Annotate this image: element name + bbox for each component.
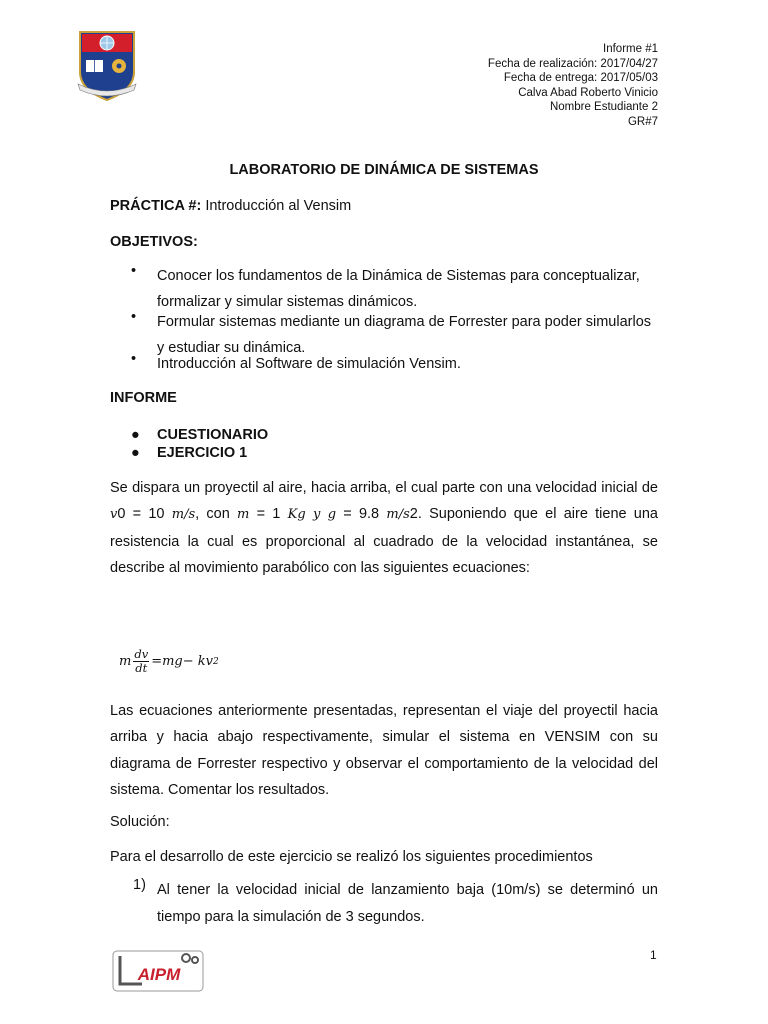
bullet-icon: ● [131, 427, 140, 443]
report-item-text: EJERCICIO 1 [157, 445, 248, 461]
formula-exponent: 2 [212, 656, 219, 667]
formula-rhs: =mg− kv [151, 654, 213, 669]
statement-text: Se dispara un proyectil al aire, hacia arriba, el cual parte con una velocidad inicial de [110, 480, 658, 496]
report-header-info [488, 42, 658, 129]
objective-text: Formular sistemas mediante un diagrama de Forrester para poder simularlos y estudiar su dinámica. [157, 314, 652, 356]
university-crest-logo [74, 28, 140, 104]
aipm-logo [112, 950, 204, 992]
practice-label: PRÁCTICA #: [110, 198, 202, 214]
objective-text: Introducción al Software de simulación Vensim. [157, 356, 461, 372]
formula-numerator: dv [134, 647, 149, 661]
report-number: Informe #1 [603, 43, 658, 55]
practice-value: Introducción al Vensim [201, 198, 352, 214]
bullet-icon: • [131, 263, 137, 279]
procedure-intro: Para el desarrollo de este ejercicio se realizó los siguientes procedimientos [110, 849, 593, 865]
formula-mass: m [119, 654, 132, 669]
document-title: LABORATORIO DE DINÁMICA DE SISTEMAS [229, 162, 539, 178]
student-1-name: Calva Abad Roberto Vinicio [518, 86, 658, 99]
exercise-paragraph-2: Las ecuaciones anteriormente presentadas, representan el viaje del proyectil hacia arriba y hacia abajo respectivamente, simular el sistema en VENSIM con su diagrama de Forrester respectivo y observar el comportamiento de la velocidad del sistema. Comentar los resultados. [110, 703, 658, 798]
formula-denominator: dt [135, 661, 148, 675]
solution-label: Solución: [110, 814, 170, 830]
math-unit: m/s [171, 507, 196, 523]
page-number: 1 [650, 948, 657, 962]
math-unit: m/s [386, 507, 410, 523]
statement-text: = 9.8 [336, 506, 387, 523]
practice-line [110, 198, 658, 214]
differential-equation [119, 648, 219, 675]
exercise-statement [110, 475, 658, 581]
bullet-icon: • [131, 309, 137, 325]
statement-text: , con [195, 506, 238, 523]
math-m: m [237, 507, 250, 523]
statement-text: 2. Suponiendo que el aire tiene una resistencia la cual es proporcional al cuadrado de la velocidad instantánea, se describe al movimiento parabólico con las siguientes ecuaciones: [110, 506, 659, 576]
math-v0: v [110, 507, 118, 523]
group-number: GR#7 [627, 115, 658, 128]
formula-fraction [133, 648, 149, 675]
objective-text: Conocer los fundamentos de la Dinámica de Sistemas para conceptualizar, formalizar y simular sistemas dinámicos. [157, 268, 640, 310]
bullet-icon: ● [131, 445, 140, 461]
report-item-text: CUESTIONARIO [157, 427, 269, 443]
realization-date: Fecha de realización: 2017/04/27 [487, 57, 658, 70]
aipm-logo-text: AIPM [137, 965, 181, 984]
statement-text: 0 = 10 [117, 506, 172, 523]
delivery-date: Fecha de entrega: 2017/05/03 [503, 72, 658, 84]
bullet-icon: • [131, 351, 137, 367]
math-kg-g: Kg y g [287, 507, 337, 523]
objectives-heading: OBJETIVOS: [110, 234, 198, 250]
report-heading: INFORME [110, 390, 177, 406]
student-2-name: Nombre Estudiante 2 [549, 101, 658, 113]
step-text: Al tener la velocidad inicial de lanzamiento baja (10m/s) se determinó un tiempo para la simulación de 3 segundos. [157, 882, 658, 925]
statement-text: = 1 [249, 506, 288, 523]
step-number: 1) [133, 877, 146, 893]
